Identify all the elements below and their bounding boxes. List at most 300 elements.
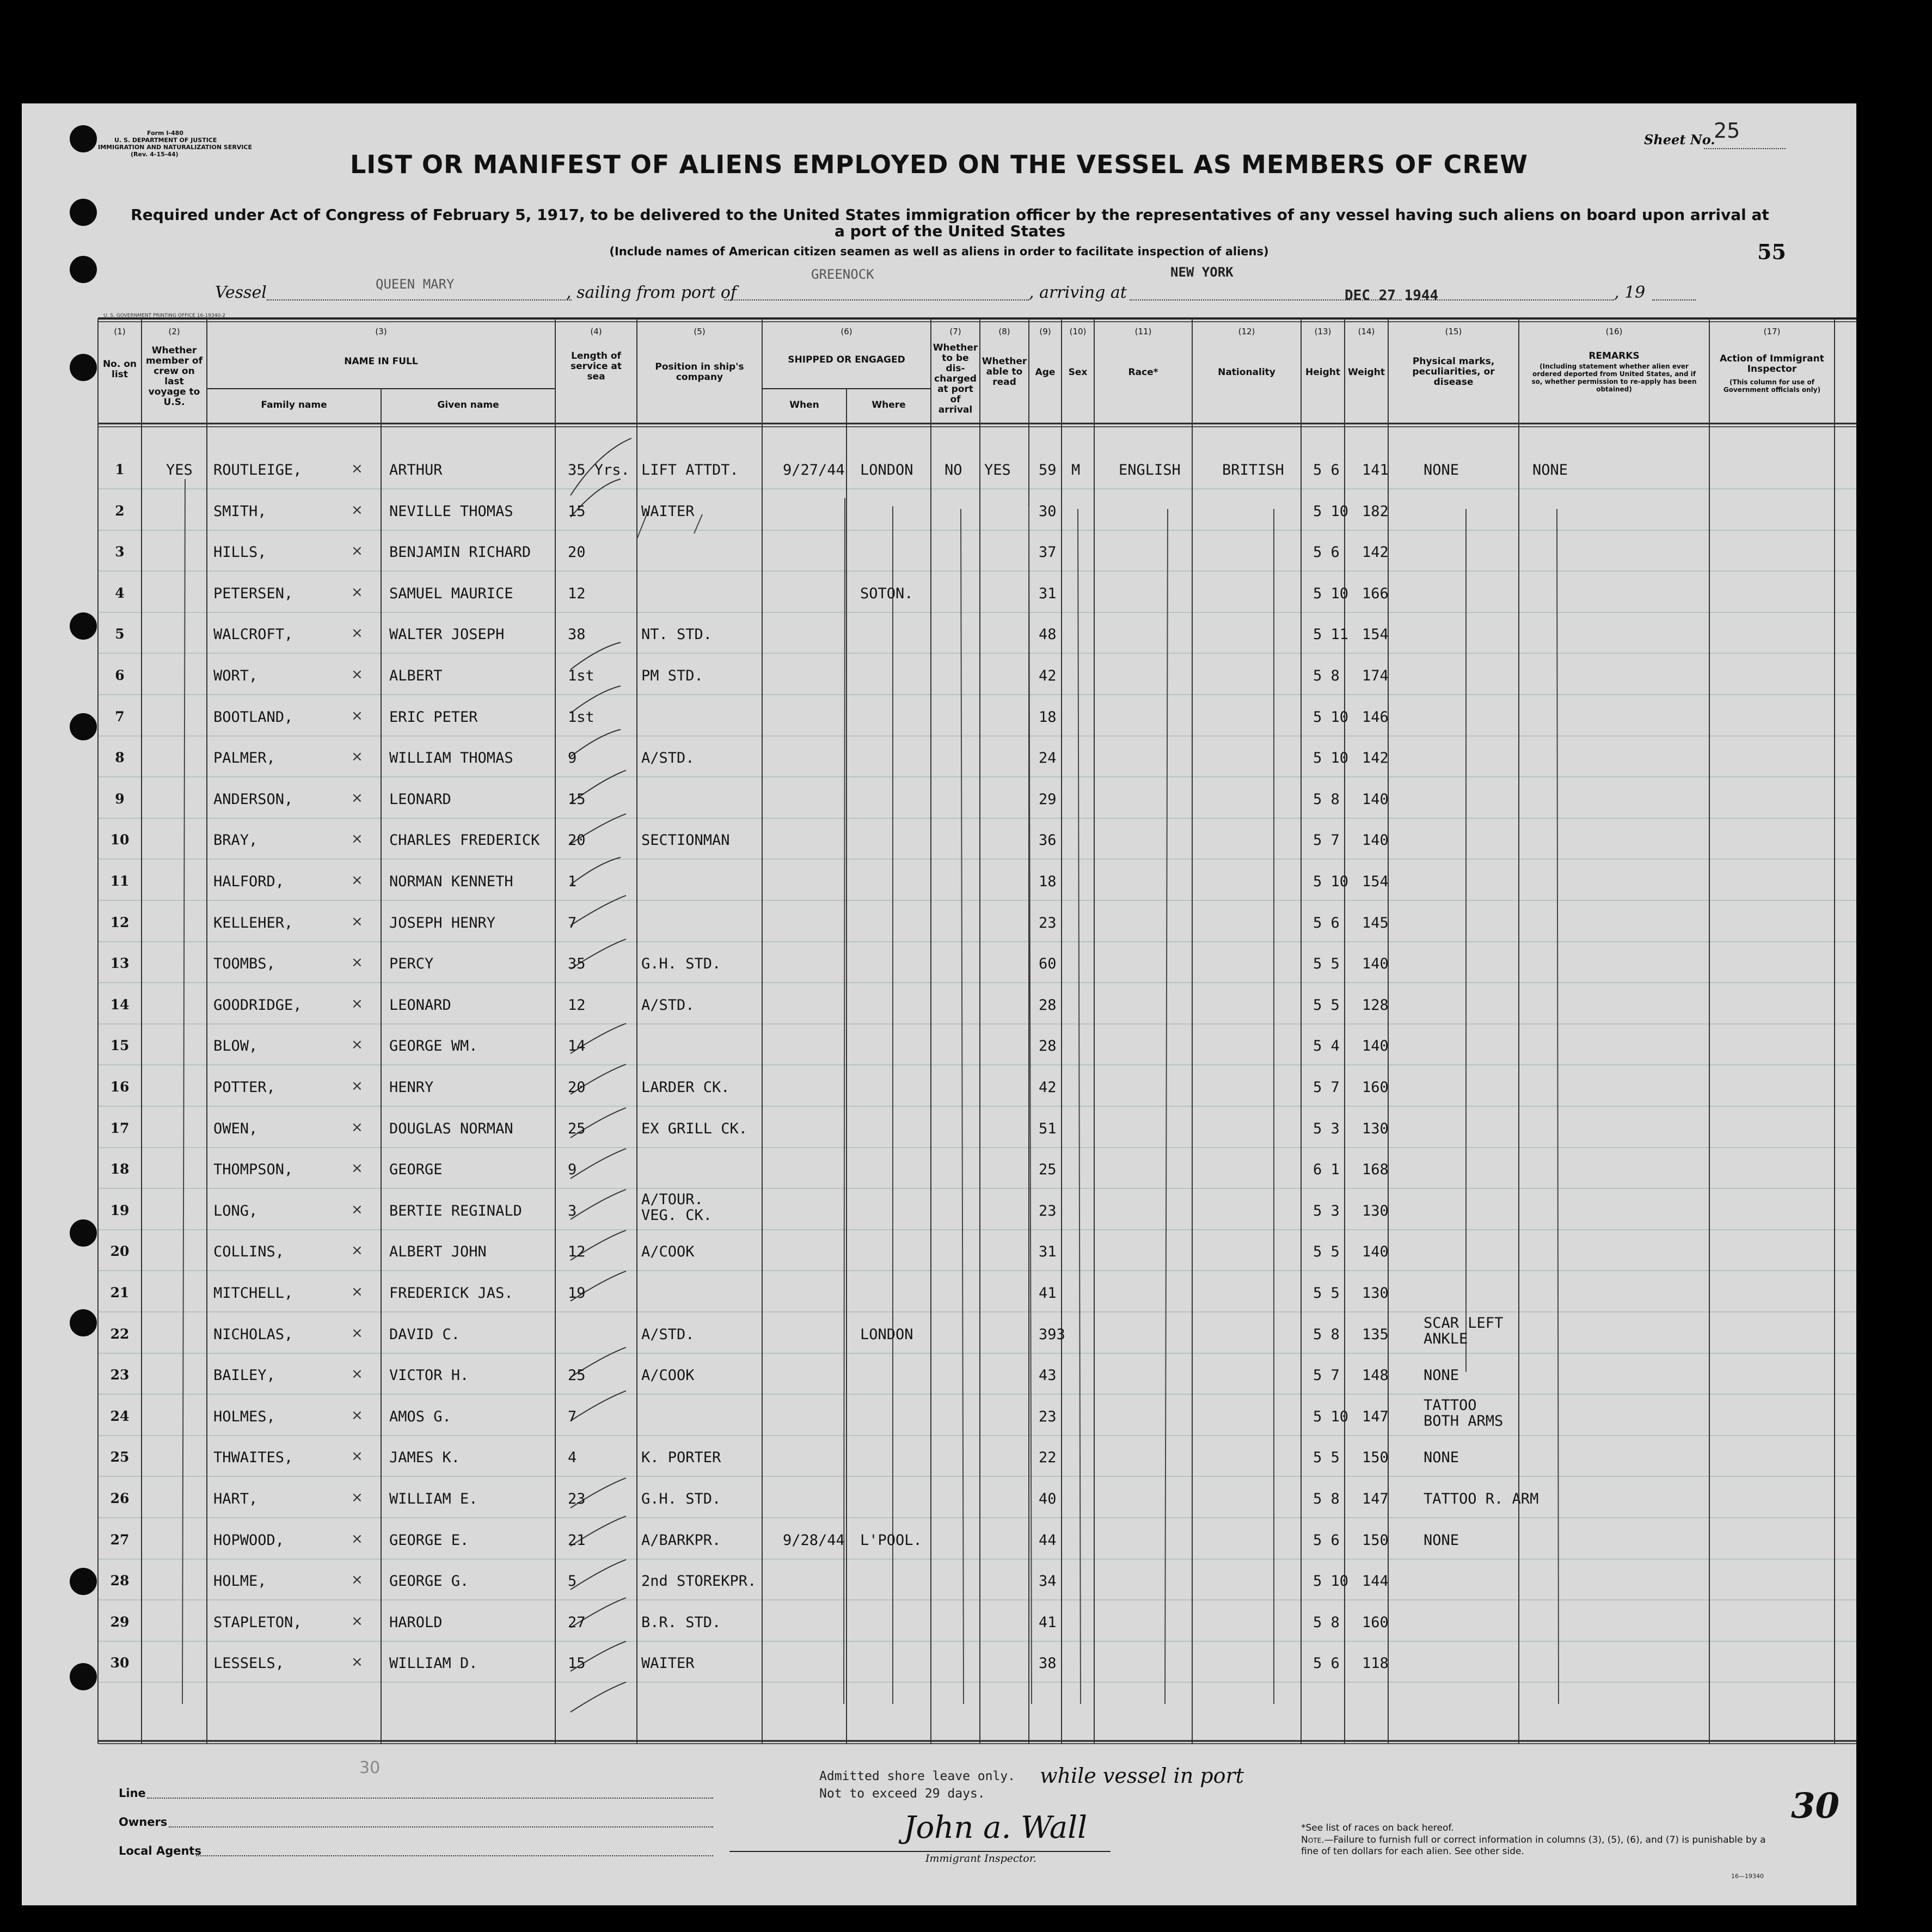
age: 44 [1039,1531,1057,1549]
check-mark-icon: × [351,1242,363,1259]
check-mark-icon: × [351,872,363,888]
shipped-when: 9/27/44 [783,462,845,479]
height: 5 6 [1313,462,1340,479]
form-service: IMMIGRATION AND NATURALIZATION SERVICE [98,144,253,151]
physical-marks: NONE [1424,1531,1459,1549]
age: 28 [1039,1038,1057,1055]
penciled-count: 30 [359,1758,381,1777]
position: A/STD. [641,996,695,1014]
table-row [22,1271,1856,1311]
row-number: 18 [110,1161,130,1177]
check-mark-icon: × [351,954,363,971]
col16-subheader: (Including statement whether alien ever ordered deported from United States, and if so, whether permission to re-apply has been obtained) [1531,363,1697,393]
age: 18 [1039,873,1057,890]
height: 5 5 [1313,1285,1340,1302]
position: EX GRILL CK. [641,1120,748,1137]
family-name: HILLS, [213,544,267,561]
form-number: Form I-480 [147,130,183,137]
col6-num: (6) [841,327,852,336]
col5-header: Position in ship's company [655,361,744,383]
col17-header: Action of Immigrant Inspector [1720,353,1824,375]
family-name: HOLMES, [213,1408,275,1425]
age: 59 [1039,462,1057,479]
row-number: 1 [115,462,125,477]
height: 5 7 [1313,832,1340,849]
age: 40 [1039,1491,1057,1507]
weight: 142 [1362,544,1389,561]
height: 5 5 [1313,996,1340,1014]
position: PM STD. [641,667,703,684]
form-code: 16—19340 [1731,1873,1764,1880]
manifest-sheet [22,103,1856,1905]
age: 23 [1039,1202,1057,1219]
row-number: 5 [115,626,125,642]
weight: 154 [1362,873,1389,890]
row-number: 16 [110,1079,130,1095]
check-mark-icon: × [351,1407,363,1424]
age: 29 [1039,790,1057,808]
height: 5 10 [1313,1573,1349,1590]
service-length: 1st [568,667,594,684]
age: 48 [1039,626,1057,643]
check-mark-icon: × [351,1119,363,1136]
family-name: PALMER, [213,750,275,767]
requirement-text: Required under Act of Congress of February 5, 1917, to be delivered to the United States immigration officer by the representatives of any vessel having such aliens on board upon arrival at a port of the United States [131,206,1769,240]
service-length: 3 [568,1202,577,1219]
page-number: 55 [1757,240,1786,264]
given-name: NEVILLE THOMAS [389,502,513,520]
check-mark-icon: × [351,1530,363,1547]
service-length: 19 [568,1285,586,1302]
height: 5 10 [1313,750,1349,767]
family-name: BLOW, [213,1038,258,1055]
height: 5 7 [1313,1367,1340,1384]
col13-num: (13) [1314,327,1332,336]
check-mark-icon: × [351,1612,363,1629]
physical-marks: SCAR LEFT ANKLE [1424,1314,1504,1347]
service-length: 5 [568,1573,577,1590]
weight: 130 [1362,1285,1389,1302]
table-row [22,777,1856,817]
check-mark-icon: × [351,1572,363,1588]
binder-hole [70,1219,97,1247]
family-name: HOLME, [213,1573,267,1590]
binder-hole [70,199,97,226]
col3-family-header: Family name [261,400,327,410]
check-mark-icon: × [351,625,363,642]
col14-header: Weight [1348,367,1385,378]
position: A/COOK [641,1367,695,1384]
age: 43 [1039,1367,1057,1384]
service-length: 1 [568,873,577,890]
family-name: HOPWOOD, [213,1531,285,1549]
check-mark-icon: × [351,1284,363,1300]
service-length: 12 [568,1243,586,1261]
given-name: DAVID C. [389,1326,461,1343]
note-label: Note. [1301,1835,1324,1845]
table-row [22,1394,1856,1434]
table-row [22,1641,1856,1681]
height: 5 10 [1313,1408,1349,1425]
shipped-when: 9/28/44 [783,1531,845,1549]
row-number: 24 [110,1408,130,1424]
position: A/TOUR. VEG. CK. [641,1191,713,1224]
check-mark-icon: × [351,913,363,930]
col12-num: (12) [1238,327,1255,336]
height: 5 10 [1313,502,1349,520]
family-name: PETERSEN, [213,585,293,602]
discharged: NO [944,462,962,479]
service-length: 23 [568,1491,586,1507]
col8-num: (8) [998,327,1010,336]
row-number: 21 [110,1285,130,1301]
row-number: 9 [115,790,125,807]
table-row [22,941,1856,982]
check-mark-icon: × [351,831,363,848]
check-mark-icon: × [351,1324,363,1341]
weight: 144 [1362,1573,1389,1590]
service-length: 15 [568,1655,586,1672]
check-mark-icon: × [351,1366,363,1383]
table-row [22,818,1856,858]
arriving-label: , arriving at [1029,283,1127,302]
service-length: 20 [568,832,586,849]
weight: 140 [1362,790,1389,808]
remarks: NONE [1532,462,1568,479]
height: 5 5 [1313,1243,1340,1261]
vessel-value: QUEEN MARY [376,277,455,292]
height: 5 8 [1313,790,1340,808]
service-length: 20 [568,1079,586,1096]
family-name: LONG, [213,1202,258,1219]
family-name: LESSELS, [213,1655,285,1672]
height: 6 1 [1313,1161,1340,1179]
col16-num: (16) [1605,327,1623,336]
col10-num: (10) [1069,327,1087,336]
line-field [147,1798,713,1799]
check-mark-icon: × [351,1489,363,1506]
table-row [22,447,1856,488]
given-name: GEORGE [389,1161,443,1179]
given-name: DOUGLAS NORMAN [389,1120,513,1137]
sex: M [1071,462,1081,479]
given-name: HENRY [389,1079,434,1096]
position: WAITER [641,502,695,520]
nationality: BRITISH [1222,462,1284,479]
row-number: 4 [115,585,125,601]
sheet-number-value: 25 [1714,119,1740,143]
col14-num: (14) [1358,327,1375,336]
row-number: 14 [110,996,130,1013]
position: A/COOK [641,1243,695,1261]
weight: 142 [1362,750,1389,767]
height: 5 4 [1313,1038,1340,1055]
height: 5 8 [1313,667,1340,684]
check-mark-icon: × [351,707,363,724]
check-mark-icon: × [351,1654,363,1671]
given-name: GEORGE G. [389,1573,469,1590]
col15-num: (15) [1445,327,1462,336]
arrival-date-stamp: DEC 27 1944 [1345,287,1439,304]
row-number: 28 [110,1573,130,1589]
given-name: ALBERT [389,667,443,684]
inspector-label: Immigrant Inspector. [925,1853,1036,1864]
table-row [22,571,1856,611]
binder-hole [70,1663,97,1690]
race-note: *See list of races on back hereof. [1301,1823,1454,1833]
family-name: STAPLETON, [213,1614,302,1631]
col16-header: REMARKS [1588,351,1640,361]
vessel-label: Vessel [215,283,267,302]
age: 23 [1039,914,1057,931]
family-name: ROUTLEIGE, [213,462,302,479]
row-number: 22 [110,1326,130,1342]
height: 5 7 [1313,1079,1340,1096]
check-mark-icon: × [351,995,363,1012]
age: 51 [1039,1120,1057,1137]
weight: 160 [1362,1079,1389,1096]
table-row [22,653,1856,694]
weight: 145 [1362,914,1389,931]
age: 42 [1039,667,1057,684]
given-name: BENJAMIN RICHARD [389,544,531,561]
check-mark-icon: × [351,749,363,765]
col11-header: Race* [1128,367,1158,378]
port-from-value: GREENOCK [811,267,874,282]
physical-marks: NONE [1424,462,1459,479]
row-number: 23 [110,1367,130,1383]
binder-hole [70,612,97,640]
check-mark-icon: × [351,1078,363,1094]
weight: 140 [1362,955,1389,973]
height: 5 3 [1313,1202,1340,1219]
height: 5 6 [1313,914,1340,931]
given-name: WILLIAM D. [389,1655,478,1672]
signature-line [729,1851,1111,1852]
port-to-value: NEW YORK [1170,265,1234,280]
family-name: HART, [213,1491,258,1507]
year-label: , 19 [1614,283,1646,302]
row-number: 30 [110,1655,130,1671]
given-name: VICTOR H. [389,1367,469,1384]
family-name: SMITH, [213,502,267,520]
position: A/STD. [641,1326,695,1343]
col5-num: (5) [694,327,706,336]
age: 38 [1039,1655,1057,1672]
row-number: 6 [115,667,125,683]
col17-num: (17) [1763,327,1781,336]
service-length: 12 [568,585,586,602]
service-length: 1st [568,708,594,726]
family-name: OWEN, [213,1120,258,1137]
given-name: SAMUEL MAURICE [389,585,513,602]
age: 23 [1039,1408,1057,1425]
table-row [22,489,1856,529]
col3-header: NAME IN FULL [344,356,418,367]
weight: 140 [1362,832,1389,849]
row-number: 20 [110,1243,130,1260]
table-row [22,1147,1856,1187]
given-name: ERIC PETER [389,708,478,726]
owners-field [169,1826,713,1827]
col4-num: (4) [590,327,602,336]
col2-header: Whether member of crew on last voyage to U.S. [145,345,203,408]
table-row [22,1065,1856,1105]
position: WAITER [641,1655,695,1672]
check-mark-icon: × [351,1201,363,1218]
col15-header: Physical marks, peculiarities, or disease [1412,356,1495,388]
table-row [22,900,1856,941]
age: 25 [1039,1161,1057,1179]
family-name: WORT, [213,667,258,684]
height: 5 6 [1313,1655,1340,1672]
age: 22 [1039,1449,1057,1467]
check-mark-icon: × [351,501,363,518]
weight: 174 [1362,667,1389,684]
weight: 130 [1362,1202,1389,1219]
position: K. PORTER [641,1449,721,1467]
col6-when-header: When [789,400,819,410]
given-name: JOSEPH HENRY [389,914,496,931]
service-length: 38 [568,626,586,643]
table-row [22,1188,1856,1229]
crew-last-voyage: YES [166,462,193,479]
col10-header: Sex [1068,367,1088,378]
given-name: HAROLD [389,1614,443,1631]
weight: 150 [1362,1531,1389,1549]
weight: 135 [1362,1326,1389,1343]
given-name: GEORGE WM. [389,1038,478,1055]
row-number: 25 [110,1449,130,1465]
height: 5 8 [1313,1491,1340,1507]
table-row [22,1312,1856,1352]
able-to-read: YES [984,462,1011,479]
sheet-number-label: Sheet No. [1644,132,1715,148]
col1-num: (1) [114,327,126,336]
service-length: 9 [568,1161,577,1179]
weight: 154 [1362,626,1389,643]
weight: 166 [1362,585,1389,602]
weight: 118 [1362,1655,1389,1672]
col7-header: Whether to be dis-charged at port of arrival [933,342,978,415]
given-name: LEONARD [389,790,451,808]
row-number: 3 [115,544,125,560]
table-row [22,859,1856,899]
given-name: CHARLES FREDERICK [389,832,540,849]
check-mark-icon: × [351,789,363,806]
include-note: (Include names of American citizen seamen as well as aliens in order to facilitate inspection of aliens) [609,245,1269,258]
table-row [22,1353,1856,1393]
page-title: LIST OR MANIFEST OF ALIENS EMPLOYED ON THE VESSEL AS MEMBERS OF CREW [349,150,1528,179]
table-row [22,735,1856,776]
height: 5 3 [1313,1120,1340,1137]
height: 5 10 [1313,585,1349,602]
given-name: JAMES K. [389,1449,461,1467]
service-length: 9 [568,750,577,767]
position: G.H. STD. [641,1491,721,1507]
local-agents-field [196,1855,713,1856]
age: 41 [1039,1285,1057,1302]
given-name: ARTHUR [389,462,443,479]
weight: 128 [1362,996,1389,1014]
row-number: 15 [110,1038,130,1054]
given-name: WILLIAM THOMAS [389,750,513,767]
age: 60 [1039,955,1057,973]
given-name: WALTER JOSEPH [389,626,505,643]
family-name: NICHOLAS, [213,1326,293,1343]
col8-header: Whether able to read [982,356,1027,388]
age: 34 [1039,1573,1057,1590]
check-mark-icon: × [351,543,363,560]
row-number: 2 [115,502,125,519]
physical-marks: NONE [1424,1449,1459,1467]
service-length: 7 [568,1408,577,1425]
service-length: 21 [568,1531,586,1549]
family-name: ANDERSON, [213,790,293,808]
service-length: 20 [568,544,586,561]
given-name: NORMAN KENNETH [389,873,513,890]
service-length: 12 [568,996,586,1014]
note-text: —Failure to furnish full or correct information in columns (3), (5), (6), and (7) is punishable by a fine of ten dollars for each alien. See other side. [1301,1835,1766,1857]
physical-marks: TATTOO R. ARM [1424,1491,1539,1507]
table-row [22,1023,1856,1064]
age: 41 [1039,1614,1057,1631]
position: 2nd STOREKPR. [641,1573,757,1590]
service-length: 25 [568,1120,586,1137]
given-name: FREDERICK JAS. [389,1285,513,1302]
row-number: 11 [110,873,130,889]
weight: 147 [1362,1491,1389,1507]
col4-header: Length of service at sea [570,351,622,382]
weight: 148 [1362,1367,1389,1384]
family-name: GOODRIDGE, [213,996,302,1014]
position: A/BARKPR. [641,1531,721,1549]
table-row [22,1106,1856,1146]
binder-hole [70,125,97,152]
family-name: KELLEHER, [213,914,293,931]
family-name: HALFORD, [213,873,285,890]
shipped-where: LONDON [860,462,913,479]
position: B.R. STD. [641,1614,721,1631]
age: 393 [1039,1326,1065,1343]
family-name: WALCROFT, [213,626,293,643]
position: LIFT ATTDT. [641,462,739,479]
col17-subheader: (This column for use of Government officials only) [1723,378,1821,394]
col1-header: No. on list [102,359,137,380]
sailing-label: , sailing from port of [566,283,737,302]
col3-given-header: Given name [437,400,499,410]
service-length: 25 [568,1367,586,1384]
col11-num: (11) [1134,327,1152,336]
family-name: BAILEY, [213,1367,275,1384]
table-row [22,1435,1856,1475]
age: 28 [1039,996,1057,1014]
height: 5 10 [1313,708,1349,726]
service-length: 7 [568,914,577,931]
family-name: THWAITES, [213,1449,293,1467]
height: 5 5 [1313,1449,1340,1467]
height: 5 8 [1313,1326,1340,1343]
check-mark-icon: × [351,1160,363,1177]
check-mark-icon: × [351,666,363,683]
col9-num: (9) [1039,327,1051,336]
given-name: AMOS G. [389,1408,451,1425]
shipped-where: LONDON [860,1326,913,1343]
family-name: THOMPSON, [213,1161,293,1179]
row-number: 8 [115,750,125,766]
family-name: TOOMBS, [213,955,275,973]
service-length: 4 [568,1449,577,1467]
